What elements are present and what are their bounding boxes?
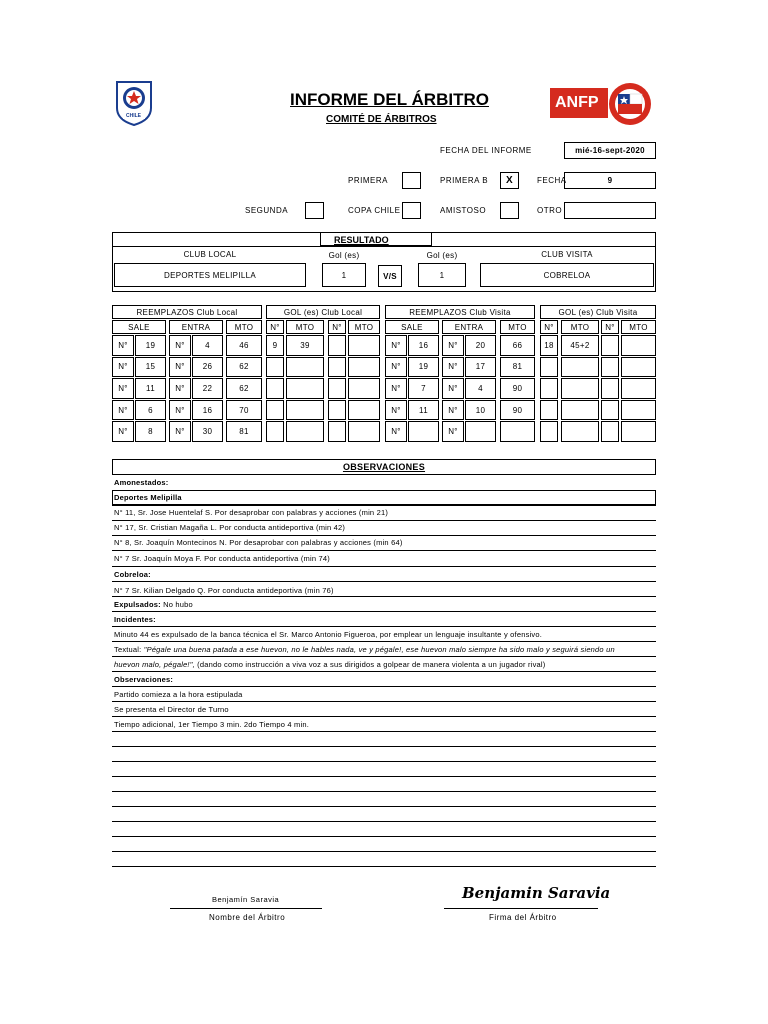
mto-header: MTO — [561, 320, 599, 334]
ruled-line — [112, 535, 656, 536]
ruled-line — [112, 656, 656, 657]
row-num-label: N° — [385, 421, 407, 442]
amonestado-1: N° 11, Sr. Jose Huentelaf S. Por desaprobar con palabras y acciones (min 21) — [114, 508, 389, 517]
observaciones-title: OBSERVACIONES — [112, 459, 656, 475]
signature-line — [444, 908, 598, 909]
referee-name-line — [170, 908, 322, 909]
gol-visita-label: Gol (es) — [426, 250, 458, 260]
local-entra-cell[interactable]: 22 — [192, 378, 223, 399]
ruled-line — [112, 581, 656, 582]
amonestado-3: N° 8, Sr. Joaquín Montecinos N. Por desaprobar con palabras y acciones (min 64) — [114, 538, 403, 547]
ruled-line — [112, 776, 656, 777]
textual-quote-1: "Pégale una buena patada a ese huevon, no le hables nada, ve y pégale!, ese huevon malo siempre ha sido malo y seguirá siendo un — [143, 645, 615, 654]
page-subtitle: COMITÉ DE ÁRBITROS — [326, 114, 437, 125]
page-title: INFORME DEL ÁRBITRO — [290, 90, 489, 109]
gol-local-title: GOL (es) Club Local — [266, 305, 380, 319]
gol-local-field[interactable]: 1 — [322, 263, 366, 287]
row-num-label: N° — [112, 378, 134, 399]
resultado-title-box — [320, 232, 432, 246]
entra-header: ENTRA — [169, 320, 223, 334]
ruled-line — [112, 641, 656, 642]
gol-local-mto-cell — [348, 335, 380, 356]
club1-box — [112, 490, 656, 505]
club-visita-field[interactable]: COBRELOA — [480, 263, 654, 287]
gol-local-mto-cell — [348, 357, 380, 378]
firma-label: Firma del Árbitro — [489, 913, 557, 922]
visita-entra-cell[interactable]: 20 — [465, 335, 496, 356]
primera-b-label: PRIMERA B — [440, 176, 489, 185]
gol-visita-num-cell — [540, 357, 558, 378]
ruled-line — [112, 836, 656, 837]
expulsados-row — [114, 600, 193, 609]
num-header: N° — [540, 320, 558, 334]
ruled-line — [112, 686, 656, 687]
ruled-line — [112, 746, 656, 747]
ruled-line — [112, 851, 656, 852]
local-mto-cell[interactable]: 62 — [226, 378, 262, 399]
reemplazos-visita-title: REEMPLAZOS Club Visita — [385, 305, 535, 319]
ruled-line — [112, 806, 656, 807]
gol-visita-mto-cell — [621, 357, 656, 378]
gol-visita-mto-cell — [561, 357, 599, 378]
gol-local-num-cell — [328, 378, 346, 399]
resultado-title: RESULTADO — [334, 235, 389, 245]
row-num-label: N° — [169, 400, 191, 421]
referee-signature: Benjamin Saravia — [462, 884, 611, 902]
mto-header: MTO — [348, 320, 380, 334]
visita-mto-cell[interactable]: 81 — [500, 357, 535, 378]
gol-visita-num-cell — [601, 421, 619, 442]
ruled-line — [112, 505, 656, 506]
gol-visita-num-cell — [540, 400, 558, 421]
reemplazos-local-title: REEMPLAZOS Club Local — [112, 305, 262, 319]
gol-local-num-cell — [266, 421, 284, 442]
gol-local-mto-cell — [286, 357, 324, 378]
row-num-label: N° — [169, 421, 191, 442]
gol-local-num-cell[interactable]: 9 — [266, 335, 284, 356]
chile-federation-logo — [114, 80, 154, 126]
ruled-line — [112, 716, 656, 717]
row-num-label: N° — [112, 357, 134, 378]
num-header: N° — [328, 320, 346, 334]
ruled-line — [112, 671, 656, 672]
row-num-label: N° — [385, 378, 407, 399]
amistoso-checkbox[interactable] — [500, 202, 519, 219]
gol-local-label: Gol (es) — [328, 250, 360, 260]
gol-local-num-cell — [328, 357, 346, 378]
visita-entra-cell[interactable]: 17 — [465, 357, 496, 378]
copa-chile-label: COPA CHILE — [348, 206, 401, 215]
gol-visita-num-cell — [601, 400, 619, 421]
visita-entra-cell[interactable]: 10 — [465, 400, 496, 421]
segunda-checkbox[interactable] — [305, 202, 324, 219]
gol-local-num-cell — [266, 357, 284, 378]
local-sale-cell[interactable]: 6 — [135, 400, 166, 421]
row-num-label: N° — [169, 335, 191, 356]
visita-mto-cell[interactable]: 66 — [500, 335, 535, 356]
local-sale-cell[interactable]: 15 — [135, 357, 166, 378]
gol-visita-num-cell[interactable]: 18 — [540, 335, 558, 356]
amonestados-label: Amonestados: — [114, 478, 169, 487]
local-mto-cell[interactable]: 62 — [226, 357, 262, 378]
visita-sale-cell[interactable]: 7 — [408, 378, 439, 399]
textual-line-2 — [114, 660, 546, 669]
row-num-label: N° — [442, 335, 464, 356]
ruled-line — [112, 701, 656, 702]
primera-label: PRIMERA — [348, 176, 388, 185]
local-sale-cell[interactable]: 19 — [135, 335, 166, 356]
row-num-label: N° — [385, 357, 407, 378]
local-mto-cell[interactable]: 70 — [226, 400, 262, 421]
club-local-label: CLUB LOCAL — [183, 250, 237, 259]
gol-visita-mto-cell — [621, 421, 656, 442]
textual-label: Textual: — [114, 645, 142, 654]
observaciones-label: Observaciones: — [114, 675, 174, 684]
entra-header: ENTRA — [442, 320, 496, 334]
row-num-label: N° — [442, 400, 464, 421]
gol-local-num-cell — [266, 400, 284, 421]
otro-label: OTRO — [537, 206, 563, 215]
row-num-label: N° — [442, 378, 464, 399]
ruled-line — [112, 761, 656, 762]
segunda-label: SEGUNDA — [245, 206, 289, 215]
gol-visita-mto-cell — [621, 335, 656, 356]
ruled-line — [112, 550, 656, 551]
left-logo-text: CHILE — [126, 113, 141, 119]
referee-name: Benjamín Saravia — [212, 895, 280, 904]
right-logo-text: ANFP — [555, 94, 599, 111]
vs-label: V/S — [378, 265, 402, 287]
mto-header: MTO — [500, 320, 535, 334]
gol-local-mto-cell[interactable]: 39 — [286, 335, 324, 356]
fecha-label: FECHA — [537, 176, 567, 185]
textual-line-1 — [114, 645, 615, 654]
mto-header: MTO — [286, 320, 324, 334]
ruled-line — [112, 731, 656, 732]
ruled-line — [112, 566, 656, 567]
sale-header: SALE — [112, 320, 166, 334]
local-sale-cell[interactable]: 11 — [135, 378, 166, 399]
gol-visita-num-cell — [540, 378, 558, 399]
gol-local-mto-cell — [348, 421, 380, 442]
gol-local-mto-cell — [286, 421, 324, 442]
visita-mto-cell[interactable] — [500, 421, 535, 442]
primera-checkbox[interactable] — [402, 172, 421, 189]
local-entra-cell[interactable]: 4 — [192, 335, 223, 356]
num-header: N° — [601, 320, 619, 334]
visita-sale-cell[interactable]: 16 — [408, 335, 439, 356]
fecha-informe-field[interactable]: mié-16-sept-2020 — [564, 142, 656, 159]
anfp-logo — [550, 82, 654, 126]
gol-visita-field[interactable]: 1 — [418, 263, 466, 287]
visita-mto-cell[interactable]: 90 — [500, 378, 535, 399]
ruled-line — [112, 596, 656, 597]
local-mto-cell[interactable]: 81 — [226, 421, 262, 442]
ruled-line — [112, 866, 656, 867]
observacion-3: Tiempo adicional, 1er Tiempo 3 min. 2do Tiempo 4 min. — [114, 720, 309, 729]
copa-chile-checkbox[interactable] — [402, 202, 421, 219]
visita-entra-cell[interactable]: 4 — [465, 378, 496, 399]
row-num-label: N° — [112, 335, 134, 356]
observacion-1: Partido comieza a la hora estipulada — [114, 690, 243, 699]
row-num-label: N° — [385, 335, 407, 356]
amistoso-label: AMISTOSO — [440, 206, 487, 215]
club2-label: Cobreloa: — [114, 570, 151, 579]
local-entra-cell[interactable]: 16 — [192, 400, 223, 421]
gol-visita-mto-cell[interactable]: 45+2 — [561, 335, 599, 356]
gol-visita-title: GOL (es) Club Visita — [540, 305, 656, 319]
otro-field[interactable] — [564, 202, 656, 219]
num-header: N° — [266, 320, 284, 334]
ruled-line — [112, 791, 656, 792]
club1-label: Deportes Melipilla — [114, 493, 182, 502]
gol-visita-mto-cell — [621, 400, 656, 421]
incidentes-label: Incidentes: — [114, 615, 156, 624]
expulsados-value: No hubo — [163, 600, 193, 609]
gol-visita-num-cell — [601, 335, 619, 356]
local-sale-cell[interactable]: 8 — [135, 421, 166, 442]
ruled-line — [112, 821, 656, 822]
row-num-label: N° — [169, 357, 191, 378]
fecha-informe-label: FECHA DEL INFORME — [440, 146, 532, 155]
incidente-1: Minuto 44 es expulsado de la banca técnica el Sr. Marco Antonio Figueroa, por emplear un lenguaje insultante y ofensivo. — [114, 630, 542, 639]
ruled-line — [112, 611, 656, 612]
gol-visita-mto-cell — [621, 378, 656, 399]
referee-name-label: Nombre del Árbitro — [209, 913, 286, 922]
primera-b-checkbox[interactable]: X — [500, 172, 519, 189]
row-num-label: N° — [112, 421, 134, 442]
local-mto-cell[interactable]: 46 — [226, 335, 262, 356]
ruled-line — [112, 520, 656, 521]
gol-local-num-cell — [328, 421, 346, 442]
gol-visita-mto-cell — [561, 421, 599, 442]
gol-visita-mto-cell — [561, 378, 599, 399]
gol-visita-num-cell — [540, 421, 558, 442]
row-num-label: N° — [442, 421, 464, 442]
fecha-field[interactable]: 9 — [564, 172, 656, 189]
gol-local-mto-cell — [348, 400, 380, 421]
mto-header: MTO — [621, 320, 656, 334]
gol-local-mto-cell — [286, 378, 324, 399]
visita-sale-cell[interactable]: 19 — [408, 357, 439, 378]
gol-local-num-cell — [266, 378, 284, 399]
visita-sale-cell[interactable]: 11 — [408, 400, 439, 421]
row-num-label: N° — [442, 357, 464, 378]
mto-header: MTO — [226, 320, 262, 334]
local-entra-cell[interactable]: 26 — [192, 357, 223, 378]
row-num-label: N° — [112, 400, 134, 421]
club-local-field[interactable]: DEPORTES MELIPILLA — [114, 263, 306, 287]
gol-local-mto-cell — [348, 378, 380, 399]
gol-visita-mto-cell — [561, 400, 599, 421]
gol-visita-num-cell — [601, 378, 619, 399]
visita-mto-cell[interactable]: 90 — [500, 400, 535, 421]
row-num-label: N° — [169, 378, 191, 399]
gol-local-num-cell — [328, 335, 346, 356]
visita-sale-cell[interactable] — [408, 421, 439, 442]
visita-entra-cell[interactable] — [465, 421, 496, 442]
sale-header: SALE — [385, 320, 439, 334]
gol-visita-num-cell — [601, 357, 619, 378]
gol-local-mto-cell — [286, 400, 324, 421]
amonestado-4: N° 7 Sr. Joaquín Moya F. Por conducta antideportiva (min 74) — [114, 554, 330, 563]
row-num-label: N° — [385, 400, 407, 421]
local-entra-cell[interactable]: 30 — [192, 421, 223, 442]
expulsados-label: Expulsados: — [114, 600, 161, 609]
textual-tail: (dando como instrucción a viva voz a sus dirigidos a golpear de manera violenta a un jugador rival) — [197, 660, 546, 669]
ruled-line — [112, 626, 656, 627]
amonestado-2: N° 17, Sr. Cristian Magaña L. Por conducta antideportiva (min 42) — [114, 523, 346, 532]
gol-local-num-cell — [328, 400, 346, 421]
observacion-2: Se presenta el Director de Turno — [114, 705, 229, 714]
textual-quote-2: huevon malo, pégale!", — [114, 660, 195, 669]
club-visita-label: CLUB VISITA — [541, 250, 593, 259]
amonestado-5: N° 7 Sr. Kilian Delgado Q. Por conducta antideportiva (min 76) — [114, 586, 334, 595]
